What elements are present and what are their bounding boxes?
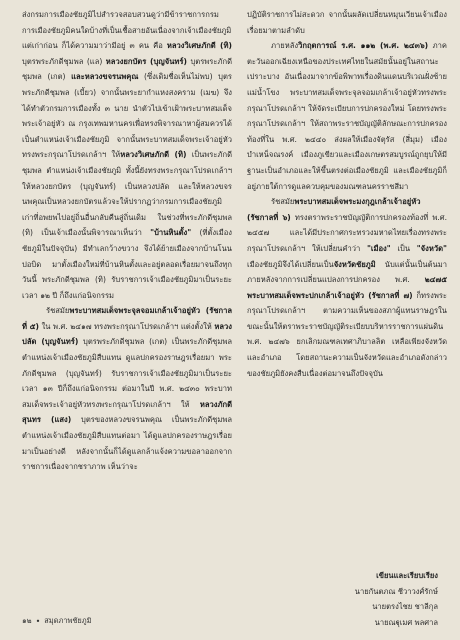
history-paragraph-3: ปฏิบัติราชการไม่สะดวก จากนั้นผลัดเปลี่ยนหมุนเวียนเจ้าเมืองเรื่อยมาตามลำดับ <box>247 10 447 35</box>
event-highlight: วิกฤตการณ์ ร.ศ. ๑๑๒ (พ.ศ. ๒๔๓๖) <box>298 41 429 51</box>
text-run: บุตรของหลวงขจรนพคุณ เป็นพระภักดีชุมพล ตำแหน่งเจ้าเมืองชัยภูมิสืบแทนต่อมา ได้ดูแลปกครองราษฎรเรื่อยมาเป็นอย่างดี หลังจากนั้นก็ได้ดูแลกล้าแจ้งความขอลาออกจากราชการเนื่องจากชราภาพ เห็นว่าจะ <box>22 415 232 472</box>
history-paragraph-4 <box>247 38 447 194</box>
text-run: ภายหลัง <box>271 41 299 51</box>
author-name: นายณฐุเมศ พลศาล <box>374 617 438 627</box>
bullet-separator: • <box>35 616 41 626</box>
term-highlight: "เมือง" <box>366 243 391 253</box>
author-name: นายตรงไชย ชาลีกุล <box>372 602 438 611</box>
name-highlight: หลวงปลัด (บุญจันทร์) <box>22 321 232 347</box>
right-column <box>247 7 447 381</box>
name-highlight: หลวงวิเศษภักดี (ทิ) <box>120 150 187 160</box>
author-name: นายกันตภณ ชีวาวงศ์รักษ์ <box>354 586 438 596</box>
king-highlight: ๒๔๗๕ พระบาทสมเด็จพระปกเกล้าเจ้าอยู่หัว (รัชกาลที่ ๗) <box>247 275 447 300</box>
text-run: รัชสมัย <box>271 197 295 207</box>
author-credits <box>318 568 438 630</box>
history-paragraph-2 <box>22 303 232 475</box>
text-run: (ซึ่งเดิมชื่อเห็นไม่พบ) บุตรพระภักดีชุมพล (เบี้ยว) จากนั้นพระยากำแหงสงคราม (เมฆ) จึงได้ทำตัวกรมการเมืองทั้ง ๓ นาย นำตัวไปเข้าเฝ้าพระบาทสมเด็จพระเจ้าอยู่หัว ณ กรุงเทพมหานครเพื่อทรงพิจารณาหาผู้สมควรได้เป็นตำแหน่งเจ้าเมืองชัยภูมิ จากนั้นพระบาทสมเด็จพระเจ้าอยู่หัวทรงพระกรุณาโปรดเกล้าฯ ให้ <box>22 72 232 160</box>
text-run: (ที่ตั้งเมืองชัยภูมิในปัจจุบัน) มีทำเลกว้างขวาง จึงได้ย้ายเมืองจากบ้านโนนปอบิด มาตั้งเมืองใหม่ที่บ้านหินตั้งและอยู่ตลอดเรื่อยมาจนถึงทุกวันนี้ พระภักดีชุมพล (ทิ) รับราชการเจ้าเมืองชัยภูมิมาเป็นระยะเวลา ๑๒ ปี ก็ถึงแก่อนิจกรรม <box>22 228 232 300</box>
name-highlight: หลวงวิเศษภักดี (ทิ) <box>166 41 232 51</box>
text-run: ทรงตราพระราชบัญญัติการปกครองท้องที่ พ.ศ. ๒๔๕๗ และได้มีประกาศกระทรวงมหาดไทยเรื่องทรงพระกรุณาโปรดเกล้าฯ ให้เปลี่ยนคำว่า <box>247 212 447 253</box>
page-number: ๑๒ <box>22 616 32 625</box>
text-run: ส่งกรมการเมืองชัยภูมิไปสำรวจสอบสวนดูว่ามีข้าราชการกรมการเมืองชัยภูมิคนใดบ้างที่เป็นเชื้อสายอันเนื่องจากเจ้าเมืองชัยภูมิแต่เก่าก่อน ก็ได้ความมาว่ามีอยู่ ๓ คน คือ <box>22 10 232 51</box>
text-run: เป็น <box>390 243 417 253</box>
text-run: เป็นพระภักดีชุมพล ตำแหน่งเจ้าเมืองชัยภูมิ ทั้งนี้ยังทรงพระกรุณาโปรดเกล้าฯ ให้หลวงยกบัตร (บุญจันทร์) เป็นหลวงปลัด และให้หลวงขจรนพคุณเป็นหลวงยกบัตรแล้วจะให้ปรากฏว่ากรมการเมืองชัยภูมิเก่าที่อพยพไปอยู่ถิ่นอื่นกลับคืนสู่ถิ่นเดิม ในช่วงที่พระภักดีชุมพล (ทิ) เป็นเจ้าเมืองนั้นพิจารณาเห็นว่า <box>22 150 232 238</box>
page-footer <box>22 615 91 627</box>
text-run: ก็ทรงพระกรุณาโปรดเกล้าฯ ตามความเห็นของสภาผู้แทนราษฎรในขณะนั้นให้ตราพระราชบัญญัติระเบียบบริหารราชการแผ่นดิน พ.ศ. ๒๔๗๖ ยกเลิกมณฑลเทศาภิบาลลิต เหลือเพียงจังหวัดและอำเภอ โดยสถานะความเป็นจังหวัดและอำเภอดังกล่าวของชัยภูมิยังคงสืบเนื่องต่อมาจนถึงปัจจุบัน <box>247 290 448 378</box>
king-highlight: พระบาทสมเด็จพระจุลจอมเกล้าเจ้าอยู่หัว (รัชกาลที่ ๕) <box>22 306 232 331</box>
text-run: รัชสมัย <box>46 306 70 316</box>
history-paragraph-5 <box>247 194 447 381</box>
place-highlight: "บ้านหินตั้ง" <box>150 228 192 238</box>
book-title: สมุดภาพชัยภูมิ <box>44 616 92 625</box>
text-run: บุตรพระภักดีชุมพล (เกต) <box>22 56 232 82</box>
history-paragraph-1 <box>22 7 232 303</box>
king-highlight: พระบาทสมเด็จพระมงกุฎเกล้าเจ้าอยู่หัว (รัชกาลที่ ๖) <box>247 197 421 222</box>
text-run: ภาคตะวันออกเฉียงเหนือของประเทศไทยในสมัยนั้นอยู่ในสถานะเปราะบาง อันเนื่องมาจากข้อพิพาทเรื่องดินแดนบริเวณฝั่งซ้ายแม่น้ำโขง พระบาทสมเด็จพระจุลจอมเกล้าเจ้าอยู่หัวทรงพระกรุณาโปรดเกล้าฯ ให้จัดระเบียบการปกครองใหม่ โดยทรงพระกรุณาโปรดเกล้าฯ ให้สถาพระราชบัญญัติลักษณะการปกครองท้องที่ใน พ.ศ. ๒๔๔๐ ส่งผลให้เมืองจัตุรัส (สี่มุม) เมืองบำเหน็จณรงค์ เมืองภูเขียวและเมืองเกษตรสมบูรณ์ถูกยุบให้มีฐานะเป็นอำเภอและให้ขึ้นตรงต่อเมืองชัยภูมิ และเมืองชัยภูมิก็อยู่ภายใต้การดูแลควบคุมของมณฑลนครราชสีมา <box>247 41 448 191</box>
text-run: บุตรพระภักดีชุมพล (เกต) เป็นพระภักดีชุมพล ตำแหน่งเจ้าเมืองชัยภูมิสืบแทน ดูแลปกครองราษฎรเรื่อยมา พระภักดีชุมพล (บุญจันทร์) รับราชการเจ้าเมืองชัยภูมิมาเป็นระยะเวลา ๑๓ ปีก็ถึงแก่อนิจกรรม ต่อมาในปี พ.ศ. ๒๔๓๐ พระบาทสมเด็จพระเจ้าอยู่หัวทรงพระกรุณาโปรดเกล้าฯ ให้ <box>22 337 232 409</box>
left-column <box>22 7 232 475</box>
name-highlight: หลวงยกบัตร (บุญจันทร์) <box>105 56 187 66</box>
text-run: เมืองชัยภูมิจึงได้เปลี่ยนเป็น <box>247 259 334 269</box>
place-highlight: จังหวัดชัยภูมิ <box>333 259 376 269</box>
text-run: นับแต่นั้นเป็นต้นมา ภายหลังจากการเปลี่ยนแปลงการปกครอง พ.ศ. <box>247 259 447 285</box>
term-highlight: "จังหวัด" <box>416 243 447 253</box>
credits-heading: เขียนและเรียบเรียง <box>376 571 438 580</box>
name-highlight: หลวงภักดีสุนทร (แสง) <box>22 399 232 425</box>
text-run: ใน พ.ศ. ๒๔๑๗ ทรงพระกรุณาโปรดเกล้าฯ แต่งตั้งให้ <box>39 321 215 331</box>
text-run: บุตรพระภักดีชุมพล (แล) <box>22 56 106 66</box>
name-highlight: และหลวงขจรนพคุณ <box>71 72 139 82</box>
